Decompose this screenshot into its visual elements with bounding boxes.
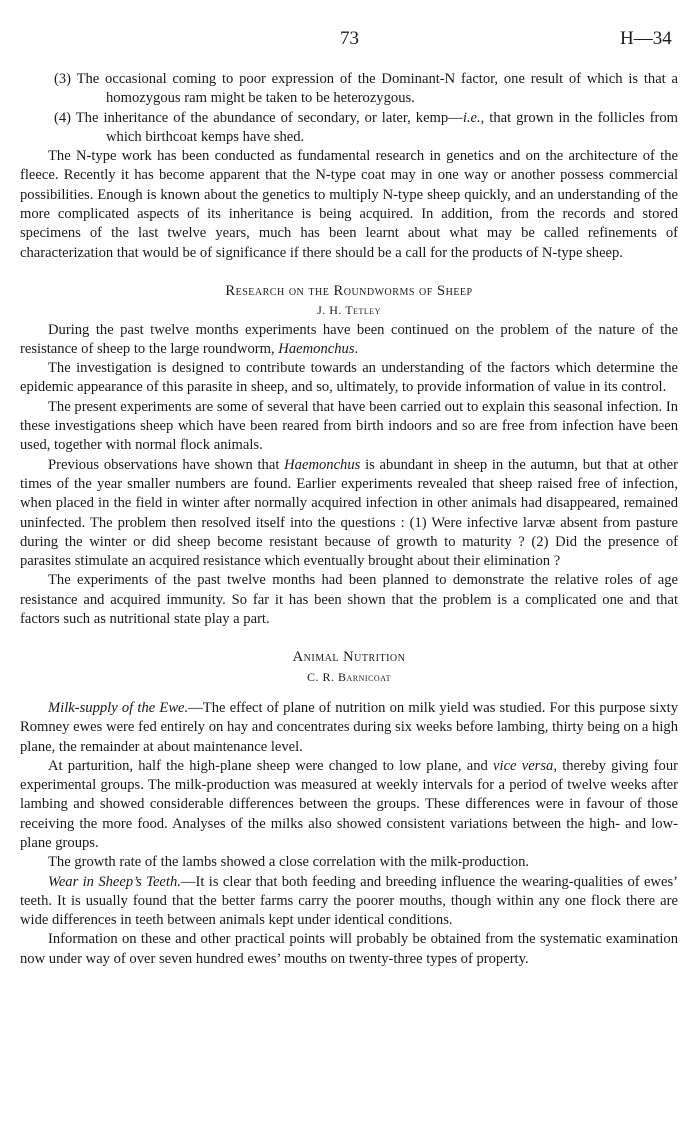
text: thereby giving four experimental groups. The milk-production was measured at weekly intervals for a period of twelve weeks after lambing and showed considerable differences between the groups. These differences were in favour of those receiving the more food. Analyses of the milks also showed consistent variations between the high- and low-plane groups. (20, 757, 678, 851)
paragraph: Information on these and other practical points will probably be obtained from the systematic examination now under way of over seven hundred ewes’ mouths on twenty-three types of property. (20, 931, 678, 967)
text: . (354, 340, 359, 357)
paragraph: The present experiments are some of several that have been carried out to explain this seasonal infection. In these investigations sheep which have been reared from birth indoors and so are free from infection have been used, together with normal flock animals. (20, 398, 678, 454)
paragraph: The experiments of the past twelve months had been planned to demonstrate the relative roles of age resistance and acquired immunity. So far it has been shown that the problem is a complicated one and that factors such as nutritional state play a part. (20, 572, 678, 628)
section-author: J. H. Tetley (317, 303, 381, 318)
text: —The effect of plane of nutrition on milk yield was studied. For this purpose sixty Romney ewes were fed entirely on hay and concentrates during six weeks before lambing, thirty being on a high plane, the remainder at about maintenance level. (20, 699, 678, 755)
paragraph: The investigation is designed to contribute towards an understanding of the factors which determine the epidemic appearance of this parasite in sheep, and so, ultimately, to provide information of value in its control. (20, 360, 678, 396)
text: At parturition, half the high-plane sheep were changed to low plane, and (48, 757, 494, 774)
text: is abundant in sheep in the autumn, but that at other times of the year smaller numbers are found. Earlier experiments revealed that sheep raised free of infection, when placed in the field in winter after normally acquired infection in other animals had disappeared, remained uninfected. The problem then resolved itself into the questions : (1) Were infective larvæ absent from pasture during the winter or did sheep become resistant because of growth to maturity ? (2) Did the presence of parasites stimulate an acquired resistance which eventually brought about their elimination ? (20, 456, 678, 570)
page-number: 73 (340, 28, 359, 49)
paragraph: The N-type work has been conducted as fundamental research in genetics and on the architecture of the fleece. Recently it has become apparent that the N-type coat may in one way or another possess commercial possibilities. Enough is known about the genetics to multiply N-type sheep quickly, and an understanding of the more complicated aspects of its inheritance is being acquired. In addition, from the records and stored specimens of the last twelve years, much has been learnt about what may be called refinements of characterization that would be of significance if there should be a call for the products of N-type sheep. (20, 148, 678, 261)
paragraph (20, 757, 678, 853)
list-item-text: The occasional coming to poor expression of the Dominant-N factor, one result of which is that a homozygous ram might be taken to be heterozygous. (76, 71, 678, 107)
italic-text: i.e., (462, 109, 485, 126)
italic-run-in-title: Milk-supply of the Ewe. (48, 699, 189, 716)
italic-run-in-title: Wear in Sheep’s Teeth. (48, 873, 181, 890)
paragraph (20, 456, 678, 572)
text: During the past twelve months experiments have been continued on the problem of the nature of the resistance of sheep to the large roundworm, (20, 321, 678, 357)
list-item-label: (4) (54, 109, 72, 126)
paragraph (20, 321, 678, 360)
section-heading: Animal Nutrition (292, 649, 406, 666)
section-author: C. R. Barnicoat (307, 669, 391, 684)
document-code: H—34 (620, 28, 672, 49)
list-item-label: (3) (54, 71, 72, 87)
text: Previous observations have shown that (48, 456, 285, 473)
italic-text: Haemonchus (278, 340, 355, 357)
italic-text: Haemonchus (284, 456, 361, 473)
list-item-text: The inheritance of the abundance of secondary, or later, kemp— (75, 109, 463, 126)
list-item-text: that grown in the follicles from which birthcoat kemps have shed. (106, 109, 679, 145)
paragraph (20, 699, 678, 757)
section-heading: Research on the Roundworms of Sheep (225, 282, 473, 299)
page-body (20, 70, 678, 969)
list-item (20, 109, 678, 148)
italic-text: vice versa, (493, 757, 557, 774)
paragraph (20, 873, 678, 931)
paragraph: The growth rate of the lambs showed a close correlation with the milk-production. (48, 854, 530, 871)
list-item (20, 70, 678, 109)
text: —It is clear that both feeding and breeding influence the wearing-qualities of ewes’ teeth. It is usually found that the better farms carry the poorer mouths, though within any one flock there are wide differences in teeth between animals kept under identical conditions. (20, 873, 678, 929)
